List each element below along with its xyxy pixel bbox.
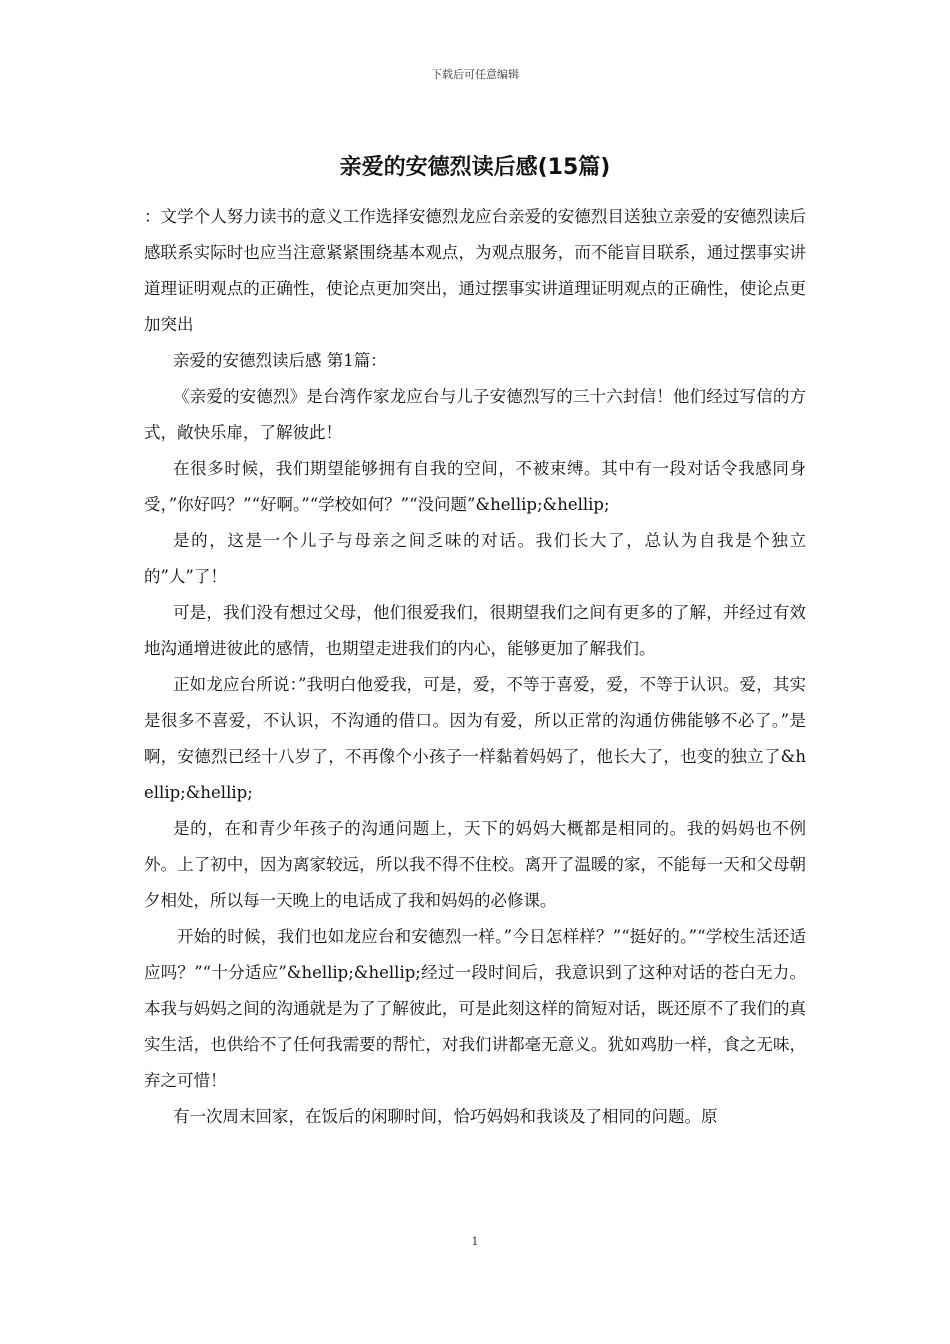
page-number: 1: [471, 1235, 479, 1248]
body-paragraph: 有一次周末回家，在饭后的闲聊时间，恰巧妈妈和我谈及了相同的问题。原: [173, 1107, 718, 1126]
abstract-paragraph: ：文学个人努力读书的意义工作选择安德烈龙应台亲爱的安德烈目送独立亲爱的安德烈读后感联系实际时也应当注意紧紧围绕基本观点，为观点服务，而不能盲目联系，通过摆事实讲道理证明观点的正确性，使论点更加突出，通过摆事实讲道理证明观点的正确性，使论点更加突出: [144, 207, 806, 334]
body-paragraph: 可是，我们没有想过父母，他们很爱我们，很期望我们之间有更多的了解，并经过有效地沟通增进彼此的感情，也期望走进我们的内心，能够更加了解我们。: [144, 603, 806, 658]
body-paragraph: 在很多时候，我们期望能够拥有自我的空间，不被束缚。其中有一段对话令我感同身受，”你好吗？”“好啊。”“学校如何？”“没问题”&hellip;&hellip;: [144, 459, 806, 514]
body-paragraph: 正如龙应台所说：”我明白他爱我，可是，爱，不等于喜爱，爱，不等于认识。爱，其实是很多不喜爱，不认识，不沟通的借口。因为有爱，所以正常的沟通仿佛能够不必了。”是啊，安德烈已经十八岁了，不再像个小孩子一样黏着妈妈了，他长大了，也变的独立了&hellip;&hellip;: [144, 675, 806, 802]
body-paragraph: 是的，这是一个儿子与母亲之间乏味的对话。我们长大了，总认为自我是个独立的”人”了！: [144, 531, 806, 586]
section-heading: 亲爱的安德烈读后感 第1篇：: [173, 351, 387, 370]
page-header: 下载后可任意编辑: [431, 68, 519, 81]
body-paragraph: 《亲爱的安德烈》是台湾作家龙应台与儿子安德烈写的三十六封信！他们经过写信的方式，敞快乐扉，了解彼此！: [144, 387, 806, 442]
body-paragraph: 是的，在和青少年孩子的沟通问题上，天下的妈妈大概都是相同的。我的妈妈也不例外。上了初中，因为离家较远，所以我不得不住校。离开了温暖的家，不能每一天和父母朝夕相处，所以每一天晚上的电话成了我和妈妈的必修课。: [144, 819, 806, 910]
document-title: 亲爱的安德烈读后感(15篇): [339, 155, 611, 180]
document-body: [144, 199, 806, 1135]
body-paragraph: 开始的时候，我们也如龙应台和安德烈一样。”今日怎样样？”“挺好的。”“学校生活还适应吗？”“十分适应”&hellip;&hellip;经过一段时间后，我意识到了这种对话的苍白无力。本我与妈妈之间的沟通就是为了了解彼此，可是此刻这样的简短对话，既还原不了我们的真实生活，也供给不了任何我需要的帮忙，对我们讲都毫无意义。犹如鸡肋一样，食之无味，弃之可惜！: [144, 927, 806, 1090]
